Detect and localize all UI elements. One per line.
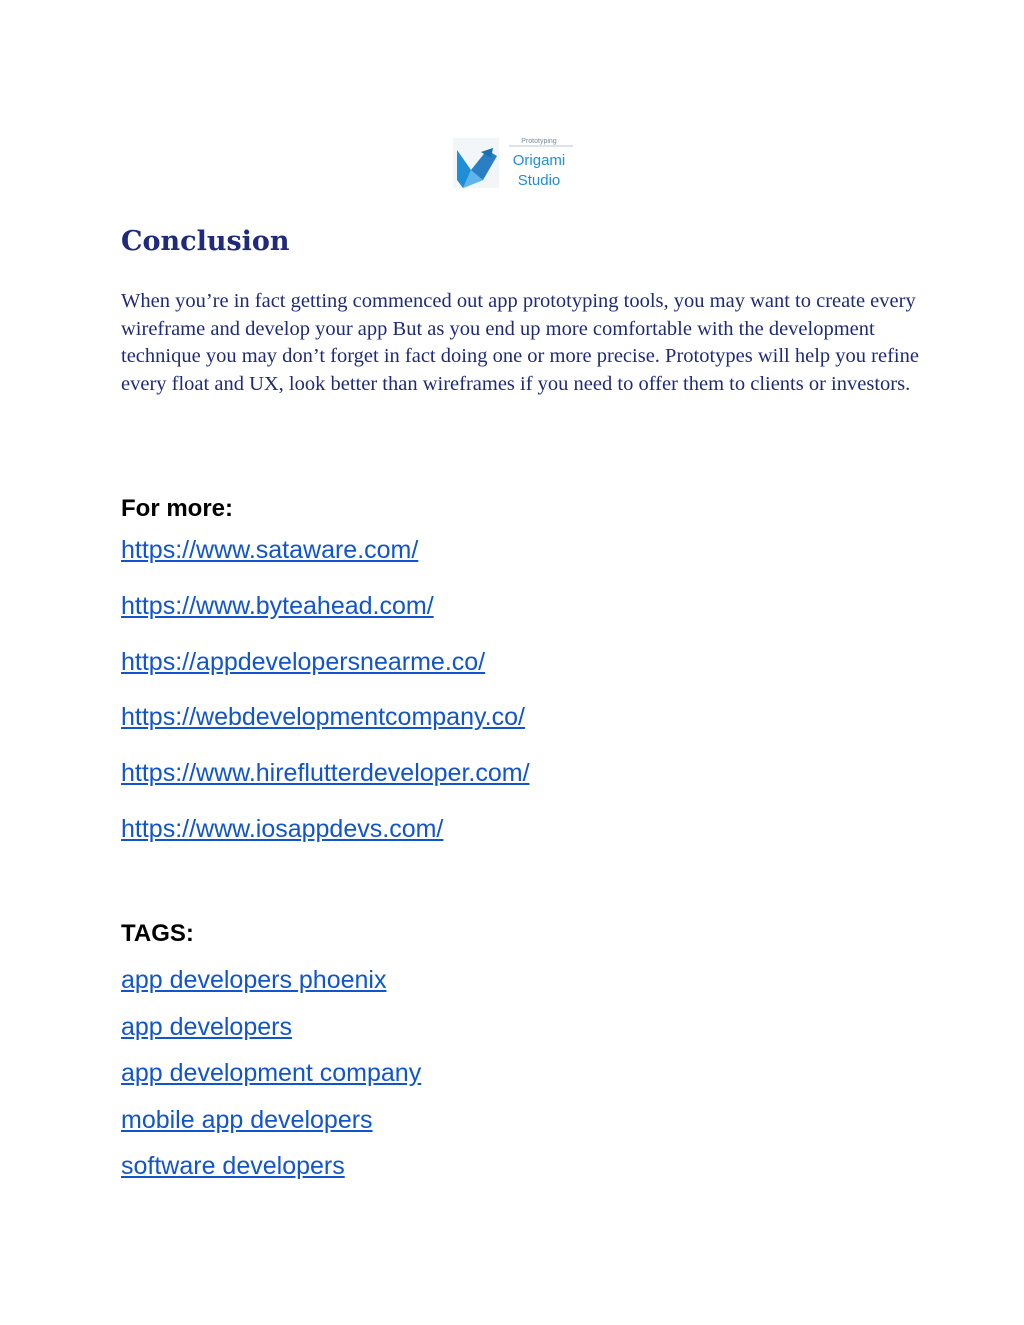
list-item bbox=[121, 536, 530, 592]
origami-bird-icon bbox=[453, 136, 577, 192]
origami-studio-logo bbox=[453, 136, 577, 192]
tag-links bbox=[121, 966, 421, 1199]
tags-title: TAGS: bbox=[121, 920, 194, 947]
for-more-links bbox=[121, 536, 530, 871]
logo-name-line2: Studio bbox=[517, 172, 561, 189]
list-item bbox=[121, 592, 530, 648]
logo-tagline: Prototyping bbox=[521, 138, 557, 145]
conclusion-heading: Conclusion bbox=[121, 226, 290, 257]
link-byteahead[interactable]: https://www.byteahead.com/ bbox=[121, 591, 434, 620]
list-item bbox=[121, 1013, 421, 1060]
list-item bbox=[121, 703, 530, 759]
link-hireflutterdeveloper[interactable]: https://www.hireflutterdeveloper.com/ bbox=[121, 759, 530, 788]
tag-app-development-company[interactable]: app development company bbox=[121, 1059, 422, 1087]
list-item bbox=[121, 648, 530, 704]
tag-app-developers[interactable]: app developers bbox=[121, 1012, 292, 1041]
link-webdevelopmentcompany[interactable]: https://webdevelopmentcompany.co/ bbox=[121, 703, 525, 732]
logo-name-line1: Origami bbox=[512, 152, 566, 169]
conclusion-paragraph: When you’re in fact getting commenced out app prototyping tools, you may want to create every wireframe and develop your app But as you end up more comfortable with the development technique you may don’t forget in fact doing one or more precise. Prototypes will help you refine every float and UX, look better than wireframes if you need to offer them to clients or investors. bbox=[121, 290, 919, 395]
link-iosappdevs[interactable]: https://www.iosappdevs.com/ bbox=[121, 814, 444, 843]
list-item bbox=[121, 1059, 421, 1106]
tag-software-developers[interactable]: software developers bbox=[121, 1152, 345, 1180]
tag-app-developers-phoenix[interactable]: app developers phoenix bbox=[121, 966, 387, 994]
for-more-title: For more: bbox=[121, 495, 234, 522]
list-item bbox=[121, 1152, 421, 1199]
list-item bbox=[121, 966, 421, 1013]
list-item bbox=[121, 759, 530, 815]
tag-mobile-app-developers[interactable]: mobile app developers bbox=[121, 1105, 373, 1134]
list-item bbox=[121, 815, 530, 871]
link-appdevelopersnearme[interactable]: https://appdevelopersnearme.co/ bbox=[121, 647, 486, 676]
list-item bbox=[121, 1106, 421, 1153]
link-sataware[interactable]: https://www.sataware.com/ bbox=[121, 536, 419, 564]
